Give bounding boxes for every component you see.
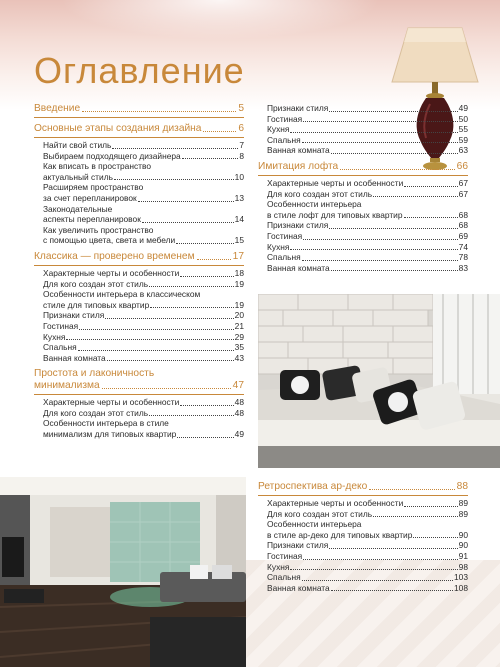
toc-item-label: Спальня [267, 134, 301, 145]
dot-leader [66, 339, 233, 340]
toc-item-list [258, 498, 468, 593]
toc-item-label: актуальный стиль [43, 171, 113, 182]
toc-item-page: 59 [458, 134, 468, 145]
toc-item[interactable] [267, 498, 468, 509]
toc-item-label: Ванная комната [43, 352, 106, 363]
toc-item-label: Выбираем подходящего дизайнера [43, 150, 181, 161]
toc-item-label: Особенности интерьера [267, 199, 362, 210]
toc-item[interactable] [43, 397, 244, 408]
section-heading-label: Классика — проверено временем [34, 250, 195, 262]
dot-leader [404, 186, 457, 187]
toc-item-page: 49 [234, 429, 244, 440]
dot-leader [369, 489, 454, 490]
toc-item[interactable] [43, 268, 244, 279]
toc-item-page: 43 [234, 352, 244, 363]
toc-item-label: Кухня [267, 124, 290, 135]
dot-leader [150, 307, 233, 308]
section-page-number: 6 [238, 123, 244, 134]
toc-item-label: Особенности интерьера в стиле [43, 418, 169, 429]
dot-leader [290, 569, 457, 570]
toc-item-label: Найти свой стиль [43, 140, 112, 150]
dot-leader [302, 260, 458, 261]
dot-leader [302, 142, 458, 143]
section-heading-line [34, 380, 244, 392]
toc-item-page: 18 [234, 267, 244, 278]
toc-item-label: Особенности интерьера в классическом [43, 289, 201, 300]
toc-item-page: 20 [234, 310, 244, 321]
toc-item-label: в стиле лофт для типовых квартир [267, 209, 403, 220]
toc-item-label: Особенности интерьера [267, 519, 362, 530]
toc-item-label: Признаки стиля [267, 220, 329, 231]
toc-item[interactable] [267, 540, 468, 551]
toc-item-label: Гостиная [267, 113, 303, 124]
toc-item-label: Для кого создан этот стиль [43, 407, 149, 418]
toc-item[interactable] [267, 242, 468, 253]
toc-column-left [34, 103, 244, 445]
dot-leader [107, 360, 234, 361]
toc-item-page: 90 [458, 540, 468, 551]
section-heading[interactable] [34, 103, 244, 115]
section-rule [258, 175, 468, 176]
toc-item-label: Ванная комната [267, 145, 330, 156]
dot-leader [102, 388, 231, 389]
toc-item-page: 29 [234, 331, 244, 342]
dot-leader [78, 350, 234, 351]
dot-leader [138, 201, 234, 202]
section-rule [34, 137, 244, 138]
dot-leader [290, 132, 457, 133]
toc-item-label: Характерные черты и особенности [267, 498, 404, 508]
toc-item[interactable] [267, 562, 468, 573]
toc-item-label: с помощью цвета, света и мебели [43, 235, 176, 246]
toc-item[interactable] [43, 310, 244, 321]
section-heading-line: Простота и лаконичность [34, 368, 155, 380]
dot-leader [404, 217, 458, 218]
toc-item-label: Кухня [267, 241, 290, 252]
minimalist-living-room-photo [0, 477, 246, 667]
dot-leader [329, 111, 457, 112]
dot-leader [82, 111, 236, 112]
toc-item-page: 63 [458, 145, 468, 156]
dot-leader [331, 270, 458, 271]
toc-item[interactable] [43, 140, 244, 151]
toc-item-page: 49 [458, 103, 468, 113]
toc-item-label: Для кого создан этот стиль [43, 278, 149, 289]
toc-item-label: стиле для типовых квартир [43, 299, 150, 310]
toc-item-page: 13 [234, 192, 244, 203]
section-heading[interactable] [258, 481, 468, 493]
toc-section [34, 368, 244, 439]
dot-leader [180, 276, 233, 277]
toc-item-list [34, 140, 244, 246]
living-room-sofa-photo [258, 294, 500, 468]
toc-item[interactable] [267, 124, 468, 135]
dot-leader [413, 537, 457, 538]
dot-leader [303, 559, 458, 560]
toc-item-page: 69 [458, 230, 468, 241]
section-page-number: 66 [456, 160, 468, 172]
dot-leader [329, 228, 457, 229]
toc-item-label: Для кого создан этот стиль [267, 508, 373, 519]
dot-leader [302, 580, 453, 581]
toc-item-label: Гостиная [43, 320, 79, 331]
toc-item[interactable] [267, 199, 468, 220]
toc-item-label: в стиле ар-деко для типовых квартир [267, 529, 413, 540]
toc-section [258, 481, 468, 593]
toc-item-page: 48 [234, 397, 244, 408]
toc-item-page: 68 [458, 220, 468, 231]
toc-item-line [43, 172, 244, 183]
section-heading-label: Основные этапы создания дизайна [34, 123, 202, 134]
toc-item-list [258, 178, 468, 273]
dot-leader [303, 239, 458, 240]
toc-item-page: 21 [234, 320, 244, 331]
toc-item[interactable] [267, 231, 468, 242]
toc-item[interactable] [267, 519, 468, 540]
toc-item[interactable] [267, 509, 468, 520]
toc-item[interactable] [43, 151, 244, 162]
dot-leader [331, 590, 453, 591]
toc-section [34, 123, 244, 246]
toc-column-right-top [258, 103, 468, 278]
toc-item-line [43, 193, 244, 204]
toc-item[interactable] [267, 583, 468, 594]
toc-item-page: 50 [458, 113, 468, 124]
dot-leader [114, 179, 234, 180]
toc-item-page: 7 [239, 140, 244, 150]
toc-item-line [43, 214, 244, 225]
toc-item-line [43, 235, 244, 246]
header-glow [60, 0, 380, 40]
toc-item-page: 35 [234, 342, 244, 353]
section-heading[interactable] [34, 251, 244, 263]
toc-item[interactable] [43, 418, 244, 439]
toc-item-page: 67 [458, 177, 468, 188]
toc-item[interactable] [43, 332, 244, 343]
toc-item-page: 8 [239, 150, 244, 161]
toc-item-label: аспекты перепланировок [43, 214, 141, 225]
toc-item[interactable] [267, 103, 468, 114]
toc-item-label: Характерные черты и особенности [43, 397, 180, 408]
section-heading[interactable] [258, 161, 468, 173]
toc-item-page: 68 [458, 209, 468, 220]
toc-item-label: Законодательные [43, 203, 113, 214]
section-heading[interactable] [34, 368, 244, 392]
toc-item-label: Расширяем пространство [43, 182, 144, 193]
dot-leader [404, 506, 457, 507]
toc-item[interactable] [267, 189, 468, 200]
toc-item-label: за счет перепланировок [43, 192, 137, 203]
section-rule [34, 265, 244, 266]
dot-leader [177, 437, 233, 438]
toc-item-line [43, 429, 244, 440]
dot-leader [112, 148, 238, 149]
toc-item-page: 19 [234, 278, 244, 289]
section-heading-label: Имитация лофта [258, 160, 339, 172]
dot-leader [149, 286, 234, 287]
toc-item-page: 15 [234, 235, 244, 246]
toc-item-page: 83 [458, 262, 468, 273]
toc-item-page: 91 [458, 550, 468, 561]
dot-leader [149, 415, 234, 416]
toc-item[interactable] [267, 135, 468, 146]
toc-item[interactable] [43, 279, 244, 290]
toc-item-label: Признаки стиля [267, 103, 329, 113]
toc-section [34, 103, 244, 118]
toc-item-label: Ванная комната [267, 262, 330, 273]
toc-item[interactable] [43, 204, 244, 225]
toc-item-label: Спальня [43, 342, 77, 353]
toc-item-page: 74 [458, 241, 468, 252]
toc-item-page: 55 [458, 124, 468, 135]
section-page-number: 47 [232, 380, 244, 392]
toc-item[interactable] [43, 353, 244, 364]
toc-section [34, 251, 244, 363]
toc-item[interactable] [43, 342, 244, 353]
toc-item[interactable] [267, 220, 468, 231]
toc-item-page: 103 [454, 572, 468, 583]
toc-item-page: 48 [234, 407, 244, 418]
dot-leader [176, 243, 233, 244]
toc-item[interactable] [267, 114, 468, 125]
toc-item-label: Признаки стиля [43, 310, 105, 321]
section-page-number: 88 [456, 481, 468, 492]
toc-item-page: 108 [454, 582, 468, 593]
toc-item-label: Характерные черты и особенности [43, 267, 180, 278]
toc-item-line [43, 300, 244, 311]
dot-leader [142, 222, 234, 223]
section-heading-label: Введение [34, 103, 81, 114]
dot-leader [373, 196, 458, 197]
toc-item-label: Спальня [267, 252, 301, 263]
toc-section [258, 161, 468, 273]
section-heading-label: Ретроспектива ар-деко [258, 481, 368, 492]
toc-item-label: Гостиная [267, 230, 303, 241]
toc-item-page: 19 [234, 299, 244, 310]
toc-item-page: 90 [458, 529, 468, 540]
toc-item[interactable] [267, 572, 468, 583]
toc-item-page: 14 [234, 214, 244, 225]
toc-item-label: Ванная комната [267, 582, 330, 593]
dot-leader [303, 121, 458, 122]
toc-item-page: 67 [458, 188, 468, 199]
toc-item[interactable] [43, 225, 244, 246]
toc-item-label: Для кого создан этот стиль [267, 188, 373, 199]
toc-item-line [267, 530, 468, 541]
toc-item-label: Как вписать в пространство [43, 161, 152, 172]
page-title: Оглавление [34, 50, 245, 91]
section-page-number: 17 [232, 250, 244, 262]
toc-item-page: 89 [458, 498, 468, 508]
toc-item[interactable] [267, 252, 468, 263]
toc-item-label: Гостиная [267, 550, 303, 561]
toc-item-label: Характерные черты и особенности [267, 177, 404, 188]
toc-item-list [258, 103, 468, 156]
toc-item-list [34, 397, 244, 439]
toc-section [258, 103, 468, 156]
section-rule [258, 495, 468, 496]
dot-leader [180, 405, 233, 406]
dot-leader [197, 259, 231, 260]
toc-item[interactable] [267, 145, 468, 156]
dot-leader [373, 516, 458, 517]
dot-leader [203, 131, 236, 132]
toc-item-label: минимализм для типовых квартир [43, 429, 177, 440]
toc-item[interactable] [43, 408, 244, 419]
dot-leader [290, 249, 457, 250]
dot-leader [79, 329, 234, 330]
toc-column-right-bottom [258, 481, 468, 598]
section-rule [34, 117, 244, 118]
dot-leader [340, 169, 454, 170]
toc-item[interactable] [267, 178, 468, 189]
toc-item-line [267, 210, 468, 221]
section-heading-label: минимализма [34, 380, 100, 392]
toc-item-page: 10 [234, 171, 244, 182]
section-rule [34, 394, 244, 395]
toc-item[interactable] [43, 182, 244, 203]
toc-item-page: 78 [458, 252, 468, 263]
toc-item-label: Спальня [267, 572, 301, 583]
dot-leader [329, 548, 457, 549]
toc-item[interactable] [43, 321, 244, 332]
toc-item[interactable] [267, 551, 468, 562]
toc-item-label: Кухня [267, 561, 290, 572]
section-page-number: 5 [238, 103, 244, 114]
toc-item-label: Как увеличить пространство [43, 224, 154, 235]
toc-item-label: Признаки стиля [267, 540, 329, 551]
toc-item-page: 98 [458, 561, 468, 572]
dot-leader [182, 158, 239, 159]
toc-item-page: 89 [458, 508, 468, 519]
toc-item-list [34, 268, 244, 363]
toc-item-label: Кухня [43, 331, 66, 342]
toc-item[interactable] [267, 263, 468, 274]
dot-leader [105, 318, 233, 319]
toc-item[interactable] [43, 161, 244, 182]
dot-leader [331, 153, 458, 154]
toc-item[interactable] [43, 289, 244, 310]
section-heading[interactable] [34, 123, 244, 135]
